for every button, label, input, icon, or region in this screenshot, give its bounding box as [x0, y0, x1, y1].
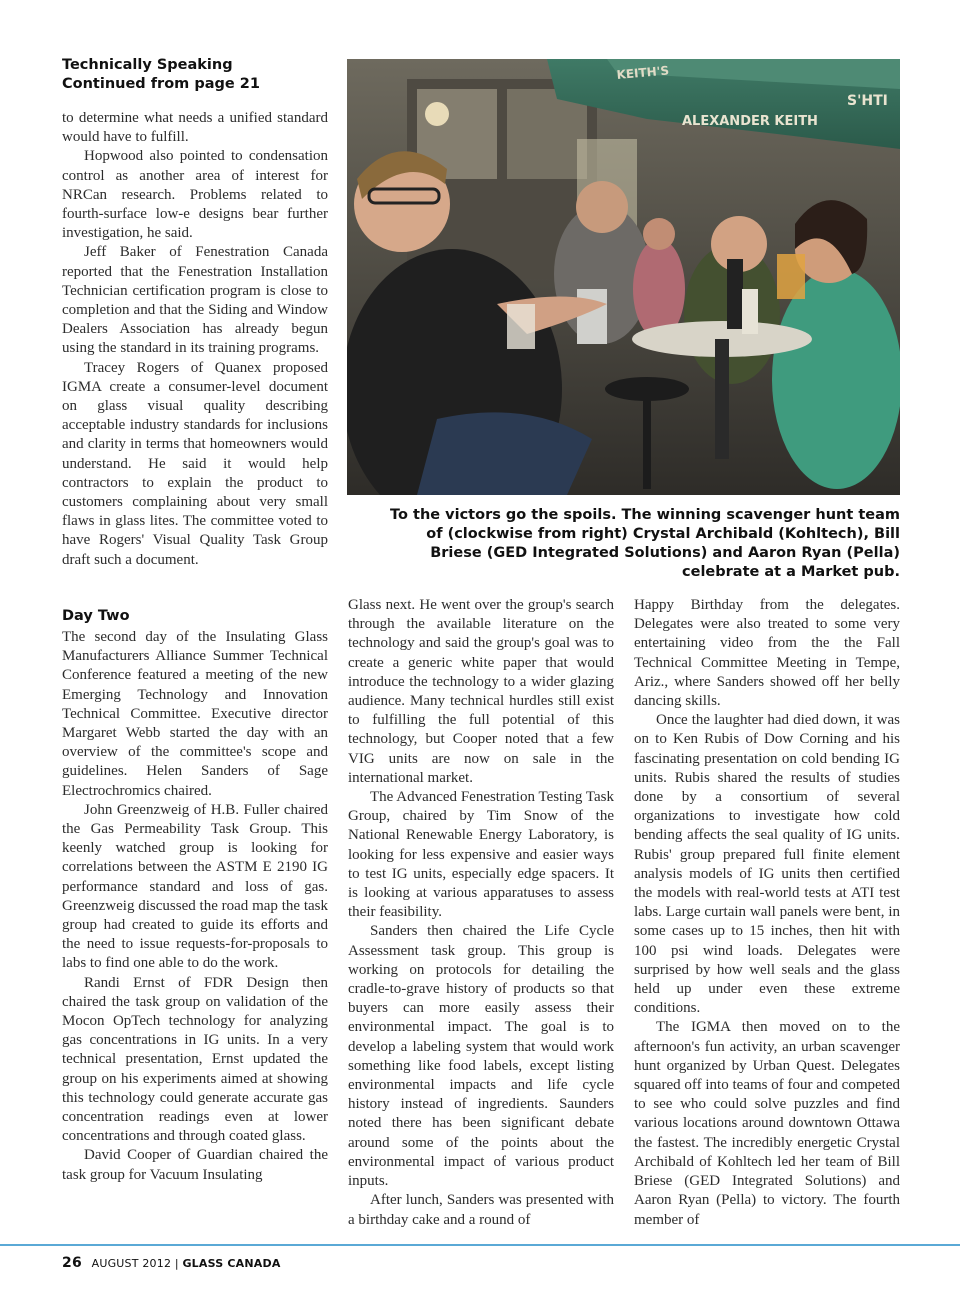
column-1-top [62, 109, 328, 570]
paragraph: David Cooper of Guardian chaired the task group for Vacuum Insulating [62, 1147, 328, 1183]
magazine-name: GLASS CANADA [182, 1257, 281, 1270]
umbrella-text: ALEXANDER KEITH [682, 114, 818, 129]
paragraph: Hopwood also pointed to condensation control as another area of interest for NRCan research. Problems related to fourth-surface low-e designs bear further investigation, he said. [62, 148, 328, 242]
paragraph: to determine what needs a unified standard would have to fulfill. [62, 110, 328, 146]
page-footer [62, 1255, 281, 1271]
footer-rule [0, 1244, 960, 1246]
issue-date: AUGUST 2012 [91, 1257, 172, 1270]
paragraph: The IGMA then moved on to the afternoon's fun activity, an urban scavenger hunt organized by Urban Quest. Delegates squared off into teams of four and competed to see who could solve puzzles and find various locations around downtown Ottawa the fastest. The incredibly energetic Crystal Archibald of Kohltech led her team of Bill Briese (GED Integrated Solutions) and Aaron Ryan (Pella) to victory. The fourth member of [634, 1019, 900, 1228]
page-number: 26 [62, 1255, 82, 1271]
paragraph: Once the laughter had died down, it was on to Ken Rubis of Dow Corning and his fascinating presentation on cold bending IG units. Rubis shared the results of studies done by a consortium of several organizations to investigate how cold bending affects the seal quality of IG units. Rubis' group prepared full finite element analysis models of IG units then certified the models with real-world tests at ATI test labs. Large curtain wall panels were bent, in some cases up to 15 inches, then hit with 100 psi wind loads. Delegates were surprised by how well seals and the glass held up under even these extreme conditions. [634, 712, 900, 1017]
paragraph: Glass next. He went over the group's search through the available literature on the technology and said the group's goal was to create a generic white paper that would introduce the technology to a wider glazing audience. Many technical hurdles still exist to fulfilling the full potential of this technology, but Cooper noted that a few VIG units are now on sale in the international market. [348, 597, 614, 786]
column-2 [348, 596, 614, 1230]
column-3 [634, 596, 900, 1230]
paragraph: Tracey Rogers of Quanex proposed IGMA create a consumer-level document on glass visual quality describing acceptable industry standards for inclusions and clarity in terms that homeowners would understand. He said it would help contractors to explain the product to customers complaining about very small flaws in glass lites. The committee voted to have Rogers' Visual Quality Task Group draft such a document. [62, 359, 328, 568]
continued-kicker [62, 56, 332, 94]
paragraph: Randi Ernst of FDR Design then chaired the task group on validation of the Mocon OpTech technology for analyzing gas concentrations in IG units. In a very technical presentation, Ernst updated the group on his experiments aimed at showing this technology could generate accurate gas concentration readings even at lower concentrations and through coated glass. [62, 974, 328, 1145]
photo-caption: To the victors go the spoils. The winning scavenger hunt team of (clockwise from right) Crystal Archibald (Kohltech), Bill Briese (GED Integrated Solutions) and Aaron Ryan (Pella) celebrate at a Market pub. [390, 507, 900, 580]
column-1-day-two [62, 607, 328, 1185]
paragraph: The Advanced Fenestration Testing Task Group, chaired by Tim Snow of the National Renewable Energy Laboratory, is looking for less expensive and easier ways to test IG units, especially edge spacers. It is looking at various apparatuses to assess their feasibility. [348, 789, 614, 921]
kicker-continued-from: Continued from page 21 [62, 76, 260, 92]
kicker-title: Technically Speaking [62, 57, 233, 73]
footer-separator: | [174, 1257, 179, 1270]
umbrella-text: KEITH'S [616, 63, 670, 82]
paragraph: Sanders then chaired the Life Cycle Assessment task group. This group is working on protocols for detailing the cradle-to-grave history of products so that buyers can more easily assess their environmental impact. The goal is to develop a labeling system that would work something like food labels, except listing environmental impacts and life cycle history instead of ingredients. Saunders noted there has been significant debate around some of the points about the environmental impact of various product inputs. [348, 923, 614, 1190]
umbrella-text: S'HTI [847, 93, 888, 109]
pub-photo [347, 59, 900, 495]
paragraph: John Greenzweig of H.B. Fuller chaired the Gas Permeability Task Group. This keenly watched group is looking for correlations between the ASTM E 2190 IG performance standard and loss of gas. Greenzweig discussed the road map the task group had created to guide its efforts and the need to issue requests-for-proposals to labs to find one able to do the work. [62, 801, 328, 972]
pub-photo-illustration [347, 59, 900, 495]
paragraph: Happy Birthday from the delegates. Delegates were also treated to some very entertaining video from the the Fall Technical Committee Meeting in Tempe, Ariz., where Sanders showed off her belly dancing skills. [634, 597, 900, 710]
paragraph: After lunch, Sanders was presented with a birthday cake and a round of [348, 1192, 614, 1228]
paragraph: Jeff Baker of Fenestration Canada reported that the Fenestration Installation Technician certification program is close to completion and that the Siding and Window Dealers Association has already begun using the standard in its training programs. [62, 244, 328, 357]
paragraph: The second day of the Insulating Glass Manufacturers Alliance Summer Technical Conference featured a meeting of the new Emerging Technology and Innovation Technical Committee. Executive director Margaret Webb started the day with an overview of the committee's scope and guidelines. Helen Sanders of Sage Electrochromics chaired. [62, 629, 328, 799]
section-heading: Day Two [62, 608, 130, 624]
